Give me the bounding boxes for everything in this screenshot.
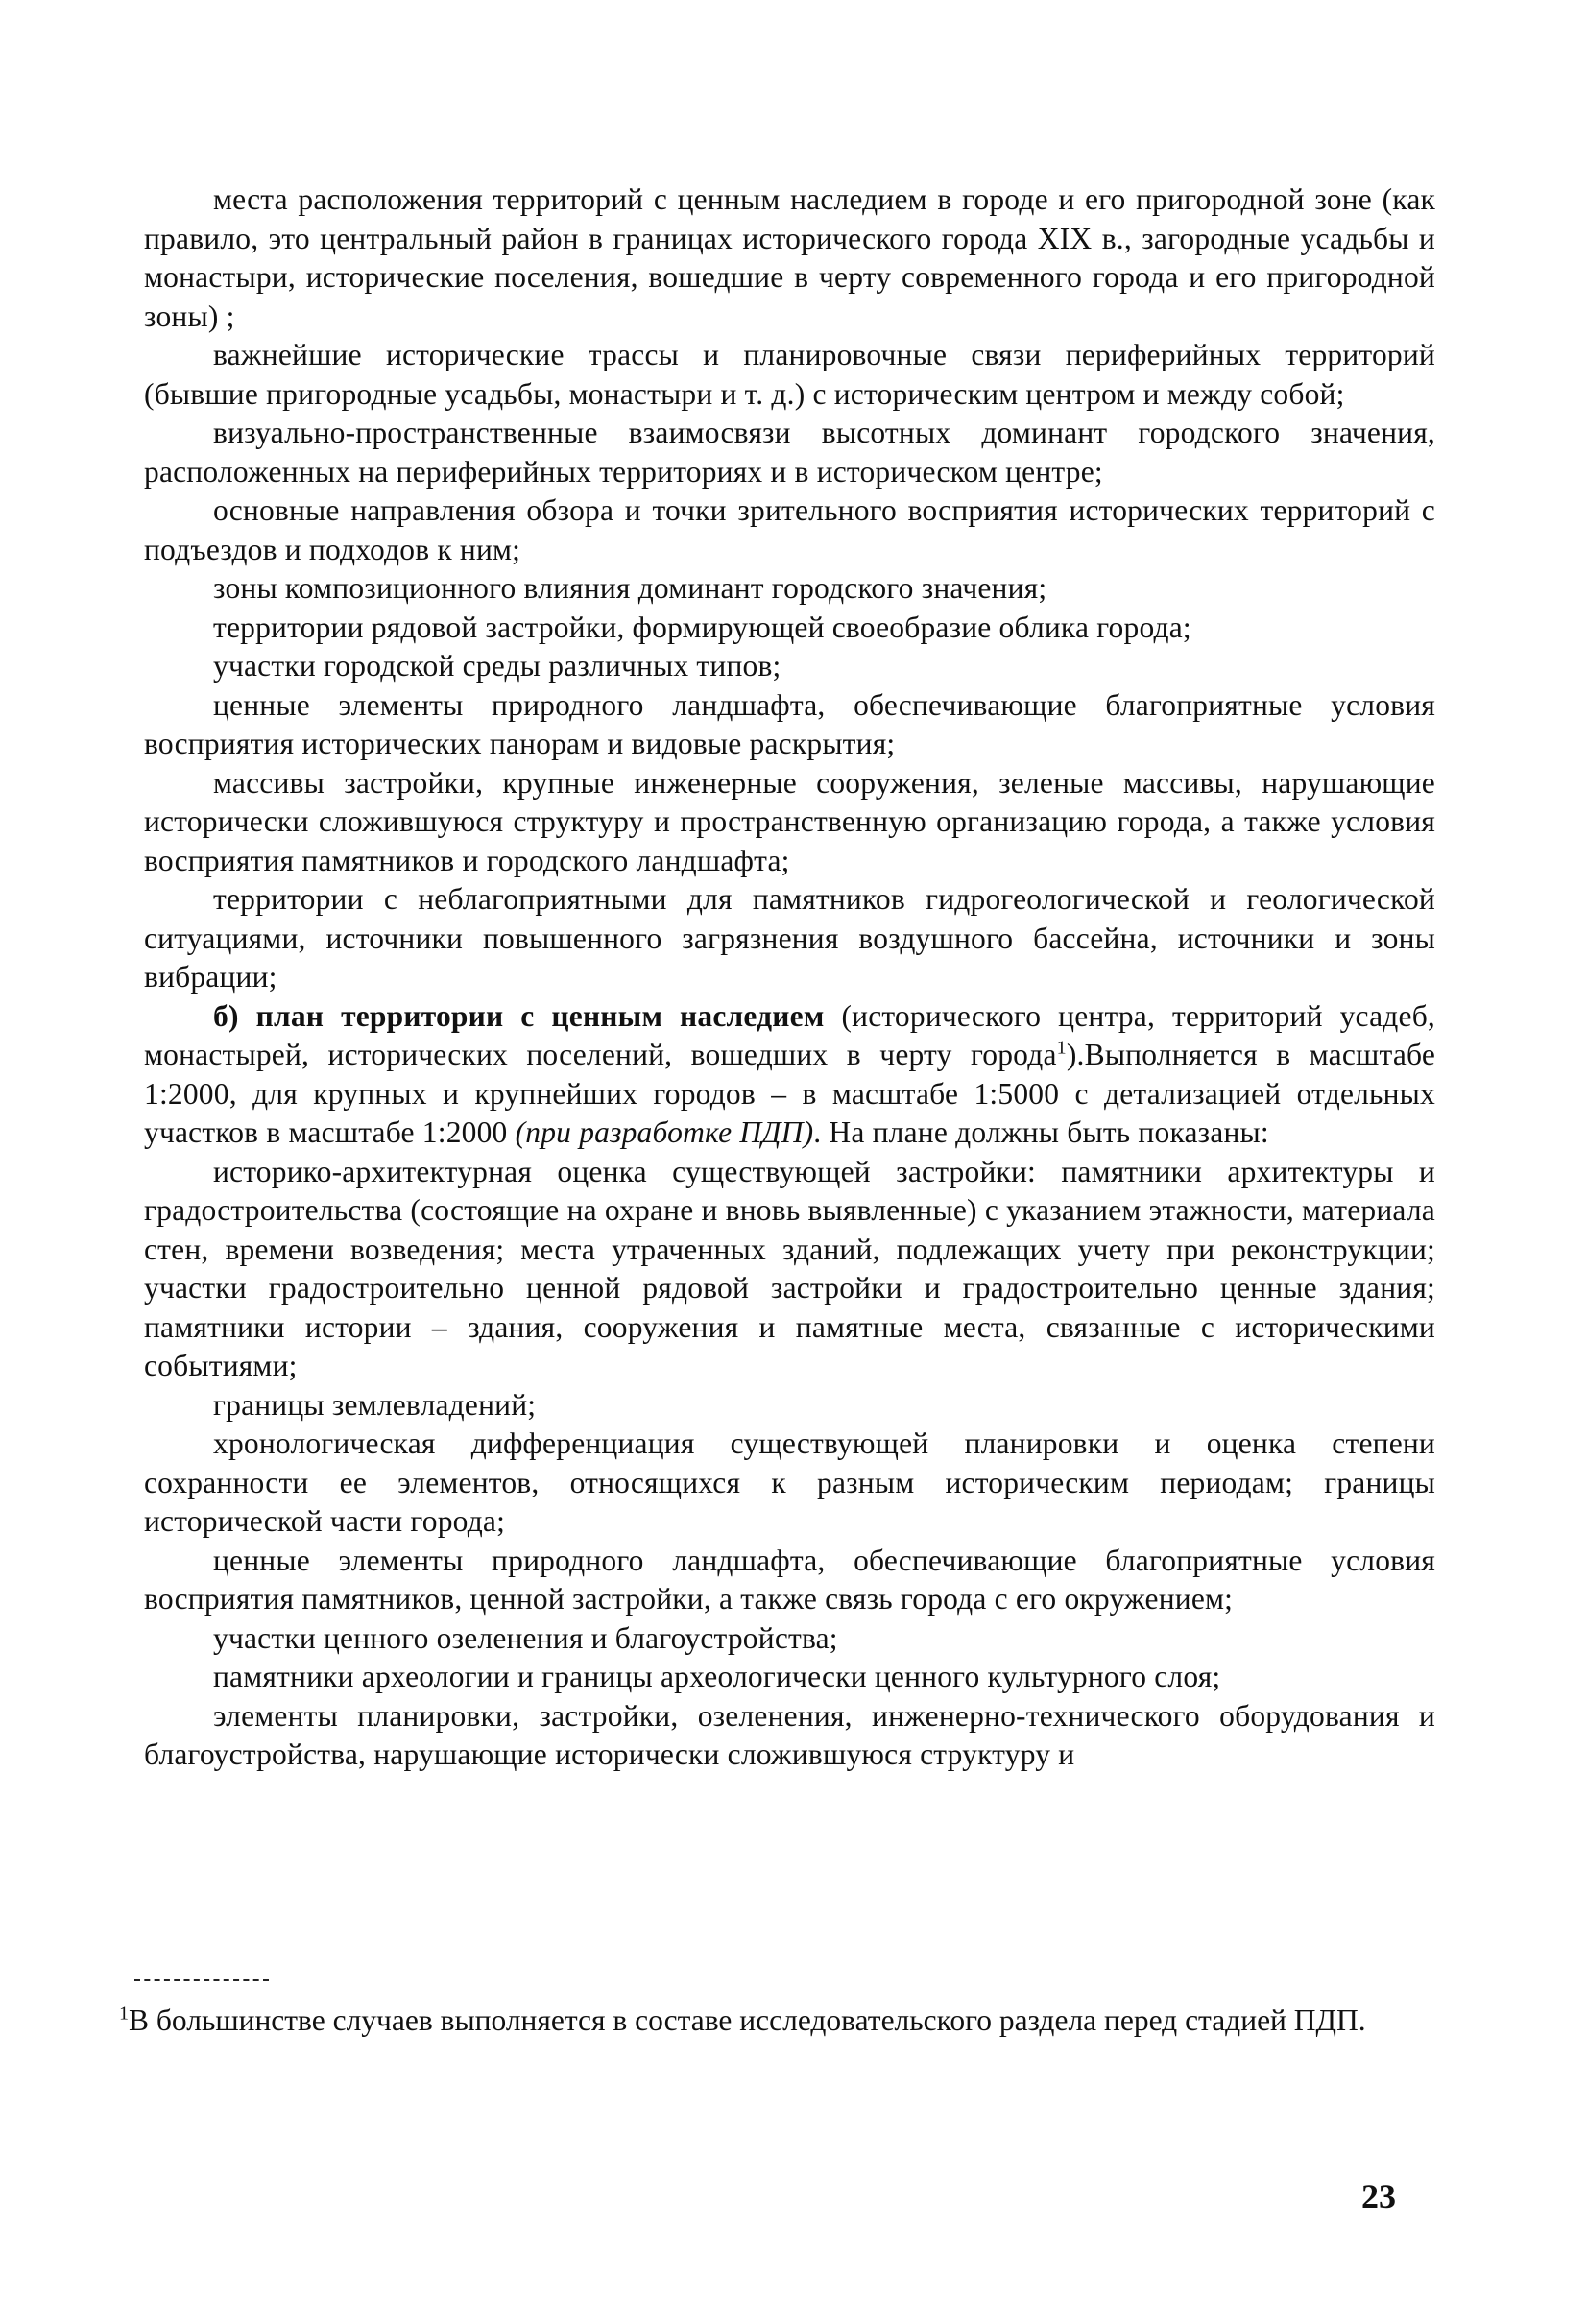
paragraph: историко-архитектурная оценка существующей застройки: памятники архитектуры и градостроительства (состоящие на охране и вновь выявленные) с указанием этажности, материала стен, времени возведения; места утраченных зданий, подлежащих учету при реконструкции; участки градостроительно ценной рядовой застройки и градостроительно ценные здания; памятники истории – здания, сооружения и памятные места, связанные с историческими событиями;: [144, 1154, 1435, 1382]
paragraph: места расположения территорий с ценным наследием в городе и его пригородной зоне (как правило, это центральный район в границах исторического города XIX в., загородные усадьбы и монастыри, исторические поселения, вошедшие в черту современного города и его пригородной зоны) ;: [144, 182, 1435, 333]
paragraph: территории рядовой застройки, формирующей своеобразие облика города;: [213, 610, 1191, 644]
plan-text-b: ).Выполняется в масштабе 1:2000, для крупных и крупнейших городов – в масштабе 1:5000 с детализацией отдельных участков в масштабе 1:2000: [144, 1038, 1435, 1149]
paragraph: ценные элементы природного ландшафта, обеспечивающие благоприятные условия восприятия памятников, ценной застройки, а также связь города с его окружением;: [144, 1543, 1435, 1616]
plan-italic-note: (при разработке ПДП): [515, 1115, 814, 1149]
footnote-text: В большинстве случаев выполняется в составе исследовательского раздела перед стадией ПДП.: [129, 2003, 1366, 2037]
footnote-mark: 1: [119, 2002, 129, 2025]
paragraph: основные направления обзора и точки зрительного восприятия исторических территорий с подъездов и подходов к ним;: [144, 493, 1435, 566]
paragraph: территории с неблагоприятными для памятников гидрогеологической и геологической ситуациями, источники повышенного загрязнения воздушного бассейна, источники и зоны вибрации;: [144, 882, 1435, 994]
paragraph: границы землевладений;: [213, 1387, 537, 1422]
page-number: 23: [1361, 2177, 1396, 2216]
plan-paragraph: [144, 997, 1435, 1153]
paragraph: памятники археологии и границы археологически ценного культурного слоя;: [213, 1660, 1221, 1693]
plan-text-c: . На плане должны быть показаны:: [813, 1115, 1269, 1149]
page-body: [144, 180, 1435, 1775]
paragraph: визуально-пространственные взаимосвязи высотных доминант городского значения, расположенных на периферийных территориях и в историческом центре;: [144, 416, 1435, 489]
paragraph: зоны композиционного влияния доминант городского значения;: [213, 571, 1047, 605]
paragraph: ценные элементы природного ландшафта, обеспечивающие благоприятные условия восприятия исторических панорам и видовые раскрытия;: [144, 687, 1435, 760]
plan-lead: б) план территории с ценным наследием: [213, 998, 825, 1033]
footnote-reference: 1: [1056, 1037, 1067, 1059]
paragraph: важнейшие исторические трассы и планировочные связи периферийных территорий (бывшие пригородные усадьбы, монастыри и т. д.) с историческим центром и между собой;: [144, 338, 1435, 411]
paragraph: массивы застройки, крупные инженерные сооружения, зеленые массивы, нарушающие исторически сложившуюся структуру и пространственную организацию города, а также условия восприятия памятников и городского ландшафта;: [144, 765, 1435, 877]
paragraph: участки городской среды различных типов;: [213, 649, 781, 683]
footnote: [115, 2001, 1431, 2040]
paragraph: участки ценного озеленения и благоустройства;: [213, 1620, 838, 1655]
plan-text-a: (исторического центра, территорий усадеб, монастырей, исторических поселений, вошедших в черту города: [144, 998, 1436, 1071]
paragraph: хронологическая дифференциация существующей планировки и оценка степени сохранности ее элементов, относящихся к разным историческим периодам; границы исторической части города;: [144, 1426, 1435, 1538]
footnote-divider: [134, 1979, 269, 1981]
paragraph: элементы планировки, застройки, озеленения, инженерно-технического оборудования и благоустройства, нарушающие исторически сложившуюся структуру и: [144, 1698, 1435, 1771]
